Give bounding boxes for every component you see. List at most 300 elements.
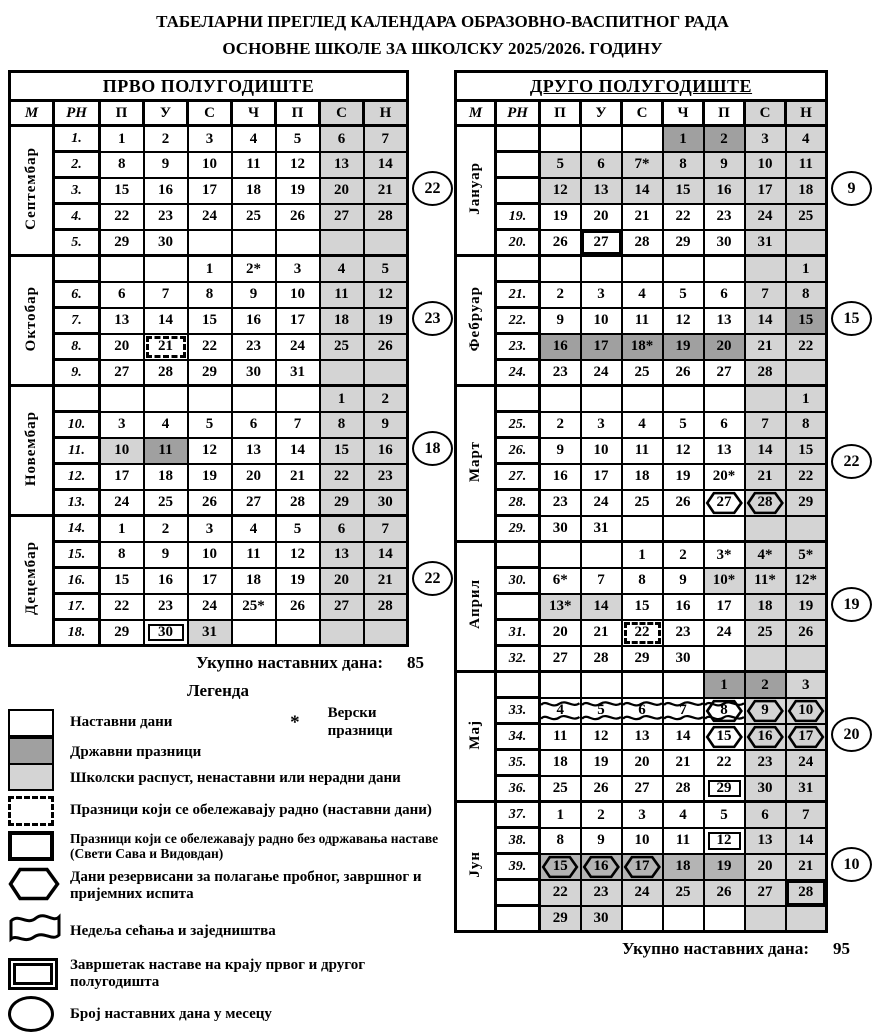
day-number: 14 xyxy=(377,546,393,563)
day-number: 1 xyxy=(205,260,214,277)
day-number: 17 xyxy=(593,338,609,355)
day-number: 21 xyxy=(757,468,773,485)
day-cell xyxy=(786,464,827,490)
day-cell xyxy=(100,126,144,152)
week-row xyxy=(456,776,827,802)
day-number: 22 xyxy=(114,598,130,615)
day-number: 2 xyxy=(720,130,728,147)
day-header-1: П xyxy=(540,101,581,126)
second-semester-column xyxy=(454,70,860,959)
day-cell xyxy=(276,178,320,204)
day-cell xyxy=(188,204,232,230)
day-cell xyxy=(663,750,704,776)
week-number-cell xyxy=(496,594,540,620)
day-cell xyxy=(704,802,745,828)
day-cell xyxy=(100,178,144,204)
day-number: 10 xyxy=(290,286,305,303)
legend-item-wavy xyxy=(8,911,440,952)
day-cell xyxy=(540,724,581,750)
month-label xyxy=(456,802,496,932)
day-number: 27 xyxy=(757,884,773,901)
legend-swatch-zone xyxy=(8,709,70,737)
table-head xyxy=(10,72,408,126)
day-cell xyxy=(144,126,188,152)
exam-day-hexagon-mark xyxy=(705,725,744,749)
week-row xyxy=(456,672,827,698)
day-cell xyxy=(704,542,745,568)
day-number: 4 xyxy=(249,130,258,147)
day-number: 27 xyxy=(246,494,261,511)
day-number: 20 xyxy=(552,624,568,641)
month-column-header: М xyxy=(456,101,496,126)
legend-item-double xyxy=(8,957,440,992)
legend-swatch-zone xyxy=(8,796,70,826)
legend-label: Празници који се обележавају радно без одржавања наставе (Свети Сава и Видовдан) xyxy=(70,830,439,862)
week-row xyxy=(10,438,408,464)
day-cell xyxy=(663,490,704,516)
day-number: 2 xyxy=(679,546,687,563)
day-number: 4 xyxy=(679,806,687,823)
day-number: 11 xyxy=(334,286,349,303)
exam-day-hexagon-mark xyxy=(787,699,826,723)
day-cell xyxy=(581,204,622,230)
day-cell xyxy=(232,152,276,178)
day-number: 13 xyxy=(334,156,349,173)
day-cell xyxy=(704,334,745,360)
day-cell xyxy=(320,334,364,360)
day-number: 28 xyxy=(593,650,609,667)
day-cell xyxy=(786,542,827,568)
day-cell xyxy=(581,776,622,802)
day-header-7: Н xyxy=(786,101,827,126)
day-number: 31 xyxy=(757,234,773,251)
day-cell xyxy=(663,880,704,906)
monthly-teaching-days-circle: 22 xyxy=(412,171,453,206)
day-cell xyxy=(144,152,188,178)
day-cell xyxy=(188,178,232,204)
day-number: 25 xyxy=(798,208,814,225)
day-cell xyxy=(276,490,320,516)
day-cell xyxy=(704,256,745,282)
day-number: 8 xyxy=(118,156,126,173)
day-number: 17 xyxy=(757,182,773,199)
day-number: 24 xyxy=(798,754,814,771)
day-number: 14 xyxy=(593,598,609,615)
day-number: 24 xyxy=(202,598,217,615)
day-header-4: Ч xyxy=(232,101,276,126)
day-number: 21 xyxy=(593,624,609,641)
week-row xyxy=(456,802,827,828)
day-cell xyxy=(188,490,232,516)
day-cell xyxy=(704,776,745,802)
day-number: 30 xyxy=(552,520,568,537)
day-cell xyxy=(745,126,786,152)
day-cell xyxy=(540,620,581,646)
day-number: 22 xyxy=(675,208,691,225)
day-cell xyxy=(745,620,786,646)
day-number: 13 xyxy=(716,312,732,329)
day-number: 9 xyxy=(249,286,258,303)
week-number-cell xyxy=(496,152,540,178)
day-cell xyxy=(786,386,827,412)
day-number: 20 xyxy=(593,208,609,225)
week-row xyxy=(456,854,827,880)
day-cell xyxy=(100,204,144,230)
week-row xyxy=(456,620,827,646)
day-number: 14 xyxy=(798,832,814,849)
day-cell xyxy=(320,412,364,438)
day-cell xyxy=(786,854,827,880)
day-cell xyxy=(663,386,704,412)
table-body xyxy=(10,126,408,646)
day-cell xyxy=(663,308,704,334)
week-row xyxy=(456,542,827,568)
day-number: 23 xyxy=(552,494,568,511)
day-number: 25 xyxy=(158,494,173,511)
day-cell xyxy=(540,828,581,854)
day-cell xyxy=(276,282,320,308)
total-value: 85 xyxy=(407,653,424,673)
day-cell xyxy=(364,412,408,438)
day-number: 17 xyxy=(593,468,609,485)
day-cell xyxy=(320,516,364,542)
day-number: 22 xyxy=(716,754,732,771)
week-number-cell xyxy=(496,256,540,282)
day-number: 27 xyxy=(334,598,349,615)
day-cell xyxy=(622,152,663,178)
week-row xyxy=(456,750,827,776)
day-cell xyxy=(100,360,144,386)
day-cell xyxy=(786,204,827,230)
day-cell xyxy=(232,516,276,542)
day-cell xyxy=(786,620,827,646)
day-cell xyxy=(276,464,320,490)
day-number: 15 xyxy=(798,442,814,459)
legend-label: Школски распуст, ненаставни или нерадни дани xyxy=(70,769,401,786)
week-number-cell: 26. xyxy=(496,438,540,464)
day-cell xyxy=(188,464,232,490)
legend xyxy=(8,681,440,1032)
day-cell xyxy=(704,646,745,672)
day-header-row xyxy=(456,101,827,126)
day-number: 24 xyxy=(757,208,773,225)
day-number: 11 xyxy=(553,728,568,745)
day-cell xyxy=(622,386,663,412)
day-cell xyxy=(144,178,188,204)
day-cell xyxy=(540,802,581,828)
day-number: 26 xyxy=(675,364,691,381)
day-cell xyxy=(581,126,622,152)
day-number: 20 xyxy=(716,338,732,355)
title-line-2: ОСНОВНЕ ШКОЛЕ ЗА ШКОЛСКУ 2025/2026. ГОДИНУ xyxy=(222,39,663,59)
day-cell xyxy=(320,464,364,490)
day-cell xyxy=(540,776,581,802)
day-cell xyxy=(663,828,704,854)
day-cell xyxy=(100,568,144,594)
day-cell xyxy=(663,152,704,178)
day-number: 20 xyxy=(757,858,773,875)
day-number: 21 xyxy=(377,572,393,589)
day-cell xyxy=(320,282,364,308)
day-cell xyxy=(786,282,827,308)
day-number: 13 xyxy=(334,546,349,563)
day-cell xyxy=(232,542,276,568)
day-cell xyxy=(540,308,581,334)
week-number-column-header: РН xyxy=(54,101,100,126)
day-number: 18 xyxy=(158,468,173,485)
day-cell xyxy=(540,256,581,282)
day-cell xyxy=(581,672,622,698)
day-cell xyxy=(232,594,276,620)
week-number-cell: 2. xyxy=(54,152,100,178)
day-cell xyxy=(745,802,786,828)
second-semester-total-line xyxy=(454,939,854,959)
day-number: 1 xyxy=(337,390,346,407)
day-cell xyxy=(100,152,144,178)
week-number-cell: 33. xyxy=(496,698,540,724)
day-number: 20 xyxy=(334,182,349,199)
first-semester-block xyxy=(8,70,441,647)
day-number: 14 xyxy=(377,156,393,173)
day-cell xyxy=(364,126,408,152)
day-cell xyxy=(745,230,786,256)
day-cell xyxy=(232,308,276,334)
day-header-4: Ч xyxy=(663,101,704,126)
day-cell xyxy=(663,204,704,230)
day-cell xyxy=(144,282,188,308)
day-number: 9 xyxy=(679,572,687,589)
week-number-cell xyxy=(496,906,540,932)
week-number-cell: 38. xyxy=(496,828,540,854)
week-row xyxy=(456,880,827,906)
day-number: 22 xyxy=(798,468,814,485)
week-number-cell: 29. xyxy=(496,516,540,542)
day-cell xyxy=(581,620,622,646)
day-number: 30 xyxy=(158,624,173,641)
day-number: 5 xyxy=(679,416,687,433)
no-class-holiday-thick-mark xyxy=(581,230,622,256)
semester-end-double-mark xyxy=(703,827,746,855)
day-number: 13* xyxy=(549,598,572,615)
week-row xyxy=(456,256,827,282)
day-cell xyxy=(540,360,581,386)
day-number: 24 xyxy=(114,494,130,511)
day-cell xyxy=(745,490,786,516)
day-cell xyxy=(320,360,364,386)
day-number: 5* xyxy=(798,546,814,563)
day-cell xyxy=(188,230,232,256)
day-cell xyxy=(786,802,827,828)
day-cell xyxy=(745,828,786,854)
monthly-teaching-days-circle: 9 xyxy=(831,171,872,206)
day-number: 17 xyxy=(114,468,130,485)
week-row xyxy=(456,204,827,230)
day-cell xyxy=(581,256,622,282)
day-cell xyxy=(622,308,663,334)
day-number: 4 xyxy=(249,520,258,537)
day-number: 6 xyxy=(249,416,258,433)
week-row xyxy=(456,308,827,334)
day-cell xyxy=(663,698,704,724)
semester-end-double-mark xyxy=(143,619,189,647)
day-cell xyxy=(581,490,622,516)
day-number: 3* xyxy=(716,546,732,563)
day-cell xyxy=(364,594,408,620)
week-number-cell: 37. xyxy=(496,802,540,828)
month-name: Јануар xyxy=(467,161,483,215)
day-cell xyxy=(100,438,144,464)
day-cell xyxy=(663,906,704,932)
day-number: 26 xyxy=(290,598,305,615)
day-cell xyxy=(622,334,663,360)
day-cell xyxy=(320,152,364,178)
day-number: 30 xyxy=(593,910,609,927)
week-number-cell: 1. xyxy=(54,126,100,152)
legend-item-hex xyxy=(8,867,440,906)
day-number: 20 xyxy=(114,338,130,355)
day-number: 15 xyxy=(716,728,732,745)
day-cell xyxy=(704,178,745,204)
day-cell xyxy=(704,568,745,594)
day-number: 4 xyxy=(638,286,646,303)
week-row xyxy=(456,438,827,464)
day-cell xyxy=(320,178,364,204)
day-number: 3 xyxy=(597,416,605,433)
day-cell xyxy=(786,724,827,750)
week-row xyxy=(456,828,827,854)
day-cell xyxy=(622,464,663,490)
day-cell xyxy=(540,750,581,776)
month-name: Јун xyxy=(467,851,483,878)
week-number-cell: 3. xyxy=(54,178,100,204)
day-number: 11* xyxy=(754,572,776,589)
day-number: 29 xyxy=(114,234,130,251)
day-number: 8 xyxy=(556,832,564,849)
day-cell xyxy=(745,360,786,386)
month-name: Септембар xyxy=(23,146,39,230)
week-row xyxy=(10,620,408,646)
day-cell xyxy=(704,854,745,880)
day-number: 5 xyxy=(293,520,302,537)
day-cell xyxy=(622,854,663,880)
day-number: 13 xyxy=(246,442,261,459)
week-row xyxy=(10,568,408,594)
day-number: 26 xyxy=(377,338,393,355)
day-cell xyxy=(663,724,704,750)
legend-title: Легенда xyxy=(186,681,250,701)
month-label xyxy=(10,386,54,516)
day-number: 10 xyxy=(634,832,650,849)
day-number: 14 xyxy=(158,312,173,329)
week-row xyxy=(456,334,827,360)
day-number: 28 xyxy=(158,364,173,381)
day-number: 16 xyxy=(552,468,568,485)
day-number: 6 xyxy=(720,416,728,433)
day-cell xyxy=(786,880,827,906)
week-number-cell: 36. xyxy=(496,776,540,802)
day-number: 16 xyxy=(757,728,773,745)
day-number: 6* xyxy=(552,572,568,589)
day-cell xyxy=(100,386,144,412)
day-number: 9 xyxy=(556,312,564,329)
day-number: 3 xyxy=(293,260,302,277)
monthly-teaching-days-circle: 19 xyxy=(831,587,872,622)
day-number: 15 xyxy=(114,182,130,199)
day-number: 29 xyxy=(675,234,691,251)
week-number-cell: 18. xyxy=(54,620,100,646)
day-cell xyxy=(663,854,704,880)
legend-item-dashed xyxy=(8,796,440,826)
legend-label-religious-holidays: Верски празници xyxy=(327,705,393,739)
day-cell xyxy=(704,672,745,698)
day-number: 13 xyxy=(593,182,609,199)
day-cell xyxy=(786,750,827,776)
day-cell xyxy=(188,594,232,620)
day-cell xyxy=(745,178,786,204)
day-cell xyxy=(786,126,827,152)
day-number: 4 xyxy=(337,260,346,277)
day-cell xyxy=(745,464,786,490)
day-cell xyxy=(704,152,745,178)
day-cell xyxy=(704,230,745,256)
second-semester-block xyxy=(454,70,860,933)
day-number: 12 xyxy=(202,442,217,459)
first-semester-table-mount xyxy=(8,70,441,647)
day-number: 27 xyxy=(114,364,130,381)
week-row xyxy=(10,594,408,620)
legend-swatch-dashed xyxy=(8,796,54,826)
day-number: 6 xyxy=(720,286,728,303)
day-cell xyxy=(276,620,320,646)
week-number-cell: 27. xyxy=(496,464,540,490)
week-number-cell: 15. xyxy=(54,542,100,568)
remembrance-week-wavy-mark xyxy=(623,699,662,723)
day-cell xyxy=(663,516,704,542)
day-cell xyxy=(540,516,581,542)
week-number-cell: 6. xyxy=(54,282,100,308)
day-number: 1 xyxy=(679,130,687,147)
day-number: 4* xyxy=(757,546,773,563)
day-number: 22 xyxy=(552,884,568,901)
day-number: 25* xyxy=(242,598,265,615)
day-number: 7 xyxy=(679,702,687,719)
day-cell xyxy=(622,412,663,438)
legend-item-white xyxy=(8,705,440,740)
day-number: 13 xyxy=(114,312,130,329)
monthly-teaching-days-circle: 10 xyxy=(831,847,872,882)
day-cell xyxy=(745,542,786,568)
day-cell xyxy=(320,542,364,568)
day-cell xyxy=(276,230,320,256)
day-cell xyxy=(745,750,786,776)
day-number: 1 xyxy=(802,260,810,277)
day-number: 22 xyxy=(202,338,217,355)
day-number: 31 xyxy=(202,624,217,641)
day-cell xyxy=(100,230,144,256)
day-cell xyxy=(364,620,408,646)
day-cell xyxy=(622,646,663,672)
week-number-cell: 20. xyxy=(496,230,540,256)
legend-swatch-wavy xyxy=(8,911,62,947)
semester-title: ПРВО ПОЛУГОДИШТЕ xyxy=(10,72,408,101)
day-cell xyxy=(232,438,276,464)
month-label xyxy=(10,126,54,256)
day-cell xyxy=(581,906,622,932)
week-row xyxy=(10,256,408,282)
table-body xyxy=(456,126,827,932)
month-label xyxy=(456,542,496,672)
week-row xyxy=(456,412,827,438)
